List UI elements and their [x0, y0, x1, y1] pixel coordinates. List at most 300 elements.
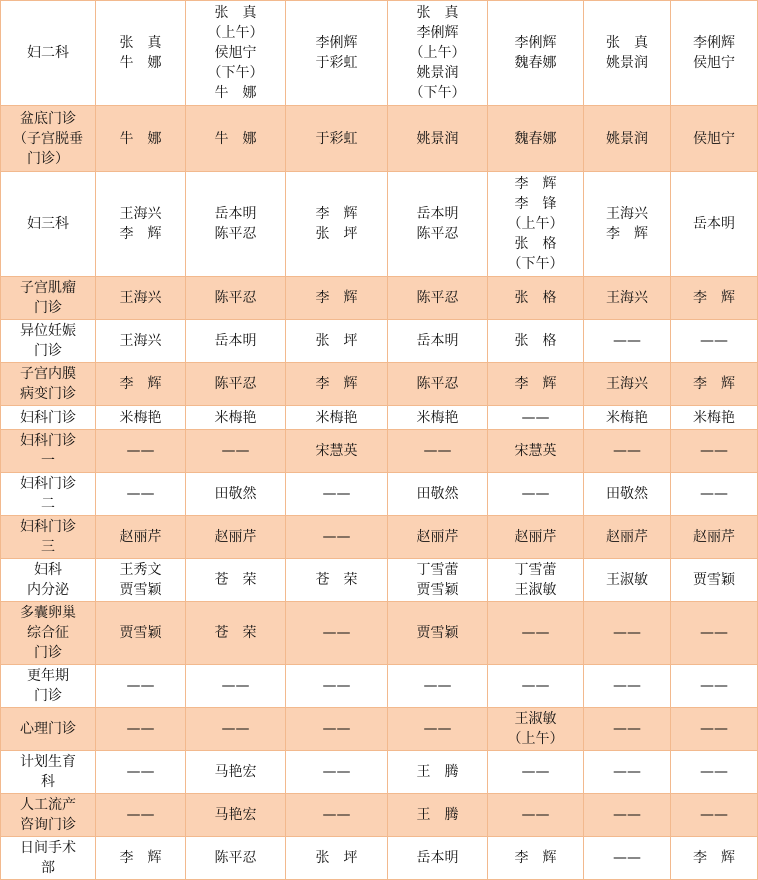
- doctor-cell: [388, 794, 488, 837]
- doctor-cell: [388, 172, 488, 277]
- cell-text-line: 妇三科: [27, 216, 69, 232]
- cell-text-line: ——: [126, 807, 155, 823]
- doctor-cell: [286, 430, 388, 473]
- cell-text-line: ——: [221, 721, 250, 737]
- doctor-cell: [488, 172, 584, 277]
- doctor-cell: [96, 106, 186, 172]
- cell-text-line: 部: [41, 860, 55, 876]
- cell-text-line: 王海兴: [119, 290, 162, 306]
- cell-text-line: ——: [613, 625, 641, 641]
- doctor-cell: [671, 794, 758, 837]
- schedule-row: [1, 559, 758, 602]
- doctor-cell: [584, 751, 671, 794]
- cell-text-line: ——: [423, 678, 452, 694]
- doctor-cell: [186, 430, 286, 473]
- cell-text-line: 侯旭宁: [693, 55, 735, 71]
- cell-text-line: 门诊: [34, 343, 62, 359]
- doctor-cell: [96, 1, 186, 106]
- cell-text-line: 宋慧英: [514, 443, 557, 459]
- cell-text-line: 咨询门诊: [20, 817, 76, 833]
- doctor-cell: [96, 406, 186, 430]
- doctor-cell: [671, 602, 758, 665]
- cell-text-line: 门诊: [34, 300, 62, 316]
- cell-text-line: 李 辉: [514, 850, 557, 866]
- doctor-cell: [186, 172, 286, 277]
- schedule-row: [1, 277, 758, 320]
- department-cell: [1, 430, 96, 473]
- cell-text-line: 人工流产: [20, 797, 76, 813]
- doctor-cell: [186, 363, 286, 406]
- doctor-cell: [186, 106, 286, 172]
- cell-text-line: （下午）: [409, 85, 466, 101]
- cell-text-line: 米梅艳: [606, 409, 648, 426]
- cell-text-line: 岳本明: [214, 333, 257, 349]
- doctor-cell: [286, 1, 388, 106]
- doctor-cell: [671, 837, 758, 880]
- cell-text-line: 子宫内膜: [20, 366, 76, 382]
- department-cell: [1, 320, 96, 363]
- cell-text-line: 王秀文: [119, 562, 162, 578]
- cell-text-line: 科: [41, 774, 55, 790]
- cell-text-line: ——: [613, 333, 641, 349]
- schedule-row: [1, 794, 758, 837]
- cell-text-line: 王海兴: [606, 290, 648, 306]
- cell-text-line: 门诊）: [27, 150, 69, 167]
- doctor-cell: [584, 320, 671, 363]
- cell-text-line: ——: [322, 529, 351, 545]
- cell-text-line: ——: [700, 764, 728, 780]
- cell-text-line: 王海兴: [606, 376, 648, 392]
- doctor-cell: [388, 602, 488, 665]
- cell-text-line: 贾雪颖: [119, 582, 162, 598]
- cell-text-line: 贾雪颖: [119, 625, 162, 641]
- cell-text-line: 王淑敏: [514, 711, 557, 727]
- cell-text-line: 魏春娜: [514, 55, 557, 71]
- cell-text-line: 李俐辉: [693, 35, 735, 51]
- department-cell: [1, 473, 96, 516]
- cell-text-line: 张 真: [606, 35, 648, 51]
- cell-text-line: 张 真: [416, 5, 459, 21]
- doctor-cell: [488, 1, 584, 106]
- cell-text-line: 盆底门诊: [20, 110, 76, 127]
- cell-text-line: 张 坪: [315, 226, 358, 242]
- cell-text-line: ——: [423, 443, 452, 459]
- department-cell: [1, 751, 96, 794]
- doctor-cell: [286, 708, 388, 751]
- doctor-cell: [96, 430, 186, 473]
- cell-text-line: 于彩虹: [315, 130, 358, 147]
- cell-text-line: 牛 娜: [214, 130, 257, 147]
- doctor-cell: [584, 473, 671, 516]
- doctor-cell: [488, 320, 584, 363]
- doctor-cell: [671, 106, 758, 172]
- cell-text-line: ——: [700, 678, 728, 694]
- cell-text-line: ——: [322, 764, 351, 780]
- cell-text-line: 赵丽芹: [416, 529, 459, 545]
- cell-text-line: ——: [521, 807, 550, 823]
- cell-text-line: 张 真: [119, 35, 162, 51]
- cell-text-line: ——: [126, 443, 155, 459]
- cell-text-line: 内分泌: [27, 582, 69, 598]
- doctor-cell: [388, 751, 488, 794]
- doctor-cell: [286, 559, 388, 602]
- cell-text-line: ——: [126, 678, 155, 694]
- doctor-cell: [671, 473, 758, 516]
- doctor-cell: [584, 363, 671, 406]
- doctor-cell: [388, 559, 488, 602]
- schedule-row: [1, 751, 758, 794]
- doctor-cell: [286, 516, 388, 559]
- cell-text-line: 宋慧英: [315, 443, 358, 459]
- schedule-body: [1, 1, 758, 880]
- cell-text-line: 李 辉: [693, 290, 735, 306]
- schedule-row: [1, 837, 758, 880]
- cell-text-line: 岳本明: [416, 850, 459, 866]
- cell-text-line: （下午）: [507, 256, 564, 272]
- cell-text-line: 门诊: [34, 645, 62, 661]
- cell-text-line: 米梅艳: [416, 409, 459, 426]
- doctor-cell: [488, 751, 584, 794]
- cell-text-line: 李俐辉: [315, 35, 358, 51]
- department-cell: [1, 277, 96, 320]
- doctor-cell: [671, 708, 758, 751]
- cell-text-line: 牛 娜: [214, 85, 257, 101]
- doctor-cell: [584, 172, 671, 277]
- doctor-cell: [286, 751, 388, 794]
- cell-text-line: 王海兴: [606, 206, 648, 222]
- cell-text-line: 牛 娜: [119, 55, 162, 71]
- doctor-cell: [388, 430, 488, 473]
- department-cell: [1, 837, 96, 880]
- doctor-cell: [488, 430, 584, 473]
- cell-text-line: ——: [613, 764, 641, 780]
- cell-text-line: ——: [322, 678, 351, 694]
- schedule-row: [1, 406, 758, 430]
- cell-text-line: 陈平忍: [214, 376, 257, 392]
- cell-text-line: 米梅艳: [119, 409, 162, 426]
- department-cell: [1, 106, 96, 172]
- cell-text-line: ——: [423, 721, 452, 737]
- cell-text-line: 岳本明: [416, 333, 459, 349]
- doctor-cell: [186, 665, 286, 708]
- cell-text-line: ——: [613, 721, 641, 737]
- doctor-cell: [286, 172, 388, 277]
- cell-text-line: （子宫脱垂: [13, 130, 83, 147]
- cell-text-line: 陈平忍: [416, 226, 459, 242]
- doctor-cell: [584, 665, 671, 708]
- cell-text-line: ——: [613, 678, 641, 694]
- doctor-cell: [488, 516, 584, 559]
- cell-text-line: 李 辉: [514, 176, 557, 192]
- cell-text-line: 综合征: [27, 625, 69, 641]
- doctor-cell: [388, 406, 488, 430]
- doctor-cell: [388, 708, 488, 751]
- doctor-cell: [286, 665, 388, 708]
- department-cell: [1, 406, 96, 430]
- doctor-cell: [488, 363, 584, 406]
- doctor-cell: [388, 277, 488, 320]
- cell-text-line: 异位妊娠: [20, 323, 76, 339]
- doctor-cell: [96, 363, 186, 406]
- doctor-cell: [186, 794, 286, 837]
- doctor-cell: [286, 320, 388, 363]
- cell-text-line: 李 辉: [693, 850, 735, 866]
- cell-text-line: ——: [521, 625, 550, 641]
- cell-text-line: 李 辉: [119, 226, 162, 242]
- doctor-cell: [488, 406, 584, 430]
- doctor-cell: [186, 1, 286, 106]
- doctor-cell: [186, 837, 286, 880]
- doctor-cell: [671, 1, 758, 106]
- cell-text-line: 三: [41, 539, 55, 555]
- cell-text-line: 李 辉: [315, 206, 358, 222]
- cell-text-line: 姚景润: [416, 130, 459, 147]
- doctor-cell: [671, 430, 758, 473]
- cell-text-line: 王淑敏: [606, 572, 648, 588]
- cell-text-line: 田敬然: [416, 486, 459, 502]
- cell-text-line: 魏春娜: [514, 130, 557, 147]
- cell-text-line: ——: [521, 486, 550, 502]
- cell-text-line: 于彩虹: [315, 55, 358, 71]
- doctor-cell: [388, 665, 488, 708]
- doctor-cell: [96, 837, 186, 880]
- doctor-cell: [488, 473, 584, 516]
- cell-text-line: 李俐辉: [514, 35, 557, 51]
- cell-text-line: 一: [41, 453, 55, 469]
- cell-text-line: 马艳宏: [214, 807, 257, 823]
- doctor-cell: [488, 708, 584, 751]
- cell-text-line: （上午）: [207, 25, 264, 41]
- doctor-cell: [186, 516, 286, 559]
- doctor-cell: [286, 473, 388, 516]
- cell-text-line: 更年期: [27, 668, 69, 684]
- doctor-cell: [186, 602, 286, 665]
- doctor-cell: [488, 559, 584, 602]
- doctor-cell: [488, 665, 584, 708]
- cell-text-line: ——: [322, 625, 351, 641]
- cell-text-line: 岳本明: [214, 206, 257, 222]
- cell-text-line: 李俐辉: [416, 25, 459, 41]
- doctor-cell: [671, 406, 758, 430]
- department-cell: [1, 665, 96, 708]
- cell-text-line: 妇科门诊: [20, 409, 76, 426]
- doctor-cell: [186, 559, 286, 602]
- doctor-cell: [584, 106, 671, 172]
- cell-text-line: 李 辉: [315, 290, 358, 306]
- cell-text-line: 岳本明: [416, 206, 459, 222]
- department-cell: [1, 363, 96, 406]
- doctor-cell: [186, 320, 286, 363]
- doctor-cell: [186, 406, 286, 430]
- doctor-cell: [488, 837, 584, 880]
- cell-text-line: 侯旭宁: [214, 45, 257, 61]
- cell-text-line: 张 坪: [315, 850, 358, 866]
- doctor-cell: [388, 1, 488, 106]
- doctor-cell: [286, 602, 388, 665]
- doctor-cell: [671, 277, 758, 320]
- schedule-row: [1, 602, 758, 665]
- cell-text-line: 李 辉: [693, 376, 735, 392]
- cell-text-line: 张 格: [514, 290, 557, 306]
- cell-text-line: 赵丽芹: [606, 529, 648, 545]
- cell-text-line: ——: [221, 443, 250, 459]
- cell-text-line: 苍 荣: [214, 572, 257, 588]
- cell-text-line: 王 腾: [416, 764, 459, 780]
- doctor-cell: [584, 516, 671, 559]
- doctor-cell: [286, 794, 388, 837]
- doctor-cell: [584, 708, 671, 751]
- cell-text-line: 李 辉: [119, 376, 162, 392]
- cell-text-line: 王海兴: [119, 333, 162, 349]
- doctor-cell: [96, 794, 186, 837]
- cell-text-line: 心理门诊: [20, 721, 76, 737]
- cell-text-line: 贾雪颖: [416, 582, 459, 598]
- doctor-cell: [96, 473, 186, 516]
- cell-text-line: 陈平忍: [214, 226, 257, 242]
- cell-text-line: 陈平忍: [416, 290, 459, 306]
- cell-text-line: ——: [126, 486, 155, 502]
- schedule-row: [1, 708, 758, 751]
- cell-text-line: 陈平忍: [416, 376, 459, 392]
- cell-text-line: ——: [521, 764, 550, 780]
- doctor-cell: [671, 172, 758, 277]
- cell-text-line: （上午）: [507, 216, 564, 232]
- doctor-cell: [584, 406, 671, 430]
- doctor-cell: [286, 106, 388, 172]
- schedule-row: [1, 106, 758, 172]
- doctor-cell: [96, 559, 186, 602]
- cell-text-line: ——: [322, 721, 351, 737]
- schedule-row: [1, 1, 758, 106]
- cell-text-line: ——: [521, 678, 550, 694]
- doctor-cell: [671, 363, 758, 406]
- doctor-cell: [286, 406, 388, 430]
- cell-text-line: 妇二科: [27, 45, 69, 61]
- doctor-cell: [388, 516, 488, 559]
- department-cell: [1, 516, 96, 559]
- cell-text-line: （下午）: [207, 65, 264, 81]
- cell-text-line: ——: [700, 625, 728, 641]
- cell-text-line: ——: [613, 807, 641, 823]
- doctor-cell: [488, 106, 584, 172]
- doctor-cell: [584, 794, 671, 837]
- cell-text-line: 张 格: [514, 236, 557, 252]
- cell-text-line: ——: [521, 409, 550, 426]
- cell-text-line: 门诊: [34, 688, 62, 704]
- schedule-row: [1, 363, 758, 406]
- department-cell: [1, 172, 96, 277]
- doctor-cell: [286, 277, 388, 320]
- cell-text-line: （上午）: [507, 731, 564, 747]
- cell-text-line: 陈平忍: [214, 850, 257, 866]
- doctor-cell: [96, 516, 186, 559]
- cell-text-line: 米梅艳: [214, 409, 257, 426]
- cell-text-line: 妇科: [34, 562, 62, 578]
- cell-text-line: 田敬然: [214, 486, 257, 502]
- cell-text-line: 姚景润: [416, 65, 459, 81]
- cell-text-line: ——: [700, 486, 728, 502]
- cell-text-line: 张 格: [514, 333, 557, 349]
- cell-text-line: ——: [700, 333, 728, 349]
- cell-text-line: ——: [700, 443, 728, 459]
- doctor-cell: [671, 516, 758, 559]
- doctor-cell: [186, 751, 286, 794]
- cell-text-line: 王海兴: [119, 206, 162, 222]
- cell-text-line: （上午）: [409, 45, 466, 61]
- doctor-cell: [584, 602, 671, 665]
- doctor-cell: [671, 320, 758, 363]
- schedule-row: [1, 473, 758, 516]
- doctor-cell: [96, 602, 186, 665]
- cell-text-line: ——: [126, 764, 155, 780]
- doctor-cell: [488, 602, 584, 665]
- cell-text-line: 日间手术: [20, 840, 76, 856]
- doctor-cell: [584, 837, 671, 880]
- doctor-cell: [671, 751, 758, 794]
- cell-text-line: 妇科门诊: [20, 519, 76, 535]
- doctor-cell: [388, 363, 488, 406]
- cell-text-line: 苍 荣: [214, 625, 257, 641]
- cell-text-line: ——: [221, 678, 250, 694]
- schedule-row: [1, 665, 758, 708]
- cell-text-line: 陈平忍: [214, 290, 257, 306]
- cell-text-line: 赵丽芹: [214, 529, 257, 545]
- cell-text-line: 妇科门诊: [20, 476, 76, 492]
- cell-text-line: 赵丽芹: [693, 529, 735, 545]
- doctor-cell: [671, 665, 758, 708]
- department-cell: [1, 708, 96, 751]
- doctor-cell: [96, 708, 186, 751]
- doctor-cell: [96, 665, 186, 708]
- cell-text-line: 李 辉: [119, 850, 162, 866]
- cell-text-line: 李 辉: [315, 376, 358, 392]
- cell-text-line: 丁雪蕾: [514, 562, 557, 578]
- doctor-cell: [584, 277, 671, 320]
- cell-text-line: 米梅艳: [693, 409, 735, 426]
- doctor-cell: [388, 473, 488, 516]
- cell-text-line: ——: [322, 807, 351, 823]
- cell-text-line: 张 坪: [315, 333, 358, 349]
- schedule-row: [1, 320, 758, 363]
- cell-text-line: 米梅艳: [315, 409, 358, 426]
- doctor-cell: [186, 277, 286, 320]
- cell-text-line: 李 辉: [514, 376, 557, 392]
- schedule-row: [1, 172, 758, 277]
- cell-text-line: 贾雪颖: [416, 625, 459, 641]
- doctor-cell: [488, 277, 584, 320]
- doctor-cell: [96, 172, 186, 277]
- cell-text-line: ——: [700, 721, 728, 737]
- doctor-cell: [286, 837, 388, 880]
- doctor-cell: [388, 837, 488, 880]
- cell-text-line: 牛 娜: [119, 130, 162, 147]
- cell-text-line: 王 腾: [416, 807, 459, 823]
- cell-text-line: 二: [41, 496, 55, 512]
- department-cell: [1, 794, 96, 837]
- schedule-row: [1, 430, 758, 473]
- doctor-cell: [186, 473, 286, 516]
- department-cell: [1, 559, 96, 602]
- cell-text-line: 李 辉: [606, 226, 648, 242]
- cell-text-line: 丁雪蕾: [416, 562, 459, 578]
- doctor-cell: [96, 277, 186, 320]
- cell-text-line: 姚景润: [606, 55, 648, 71]
- cell-text-line: 苍 荣: [315, 572, 358, 588]
- doctor-cell: [186, 708, 286, 751]
- doctor-cell: [96, 320, 186, 363]
- cell-text-line: 田敬然: [606, 486, 648, 502]
- doctor-cell: [388, 106, 488, 172]
